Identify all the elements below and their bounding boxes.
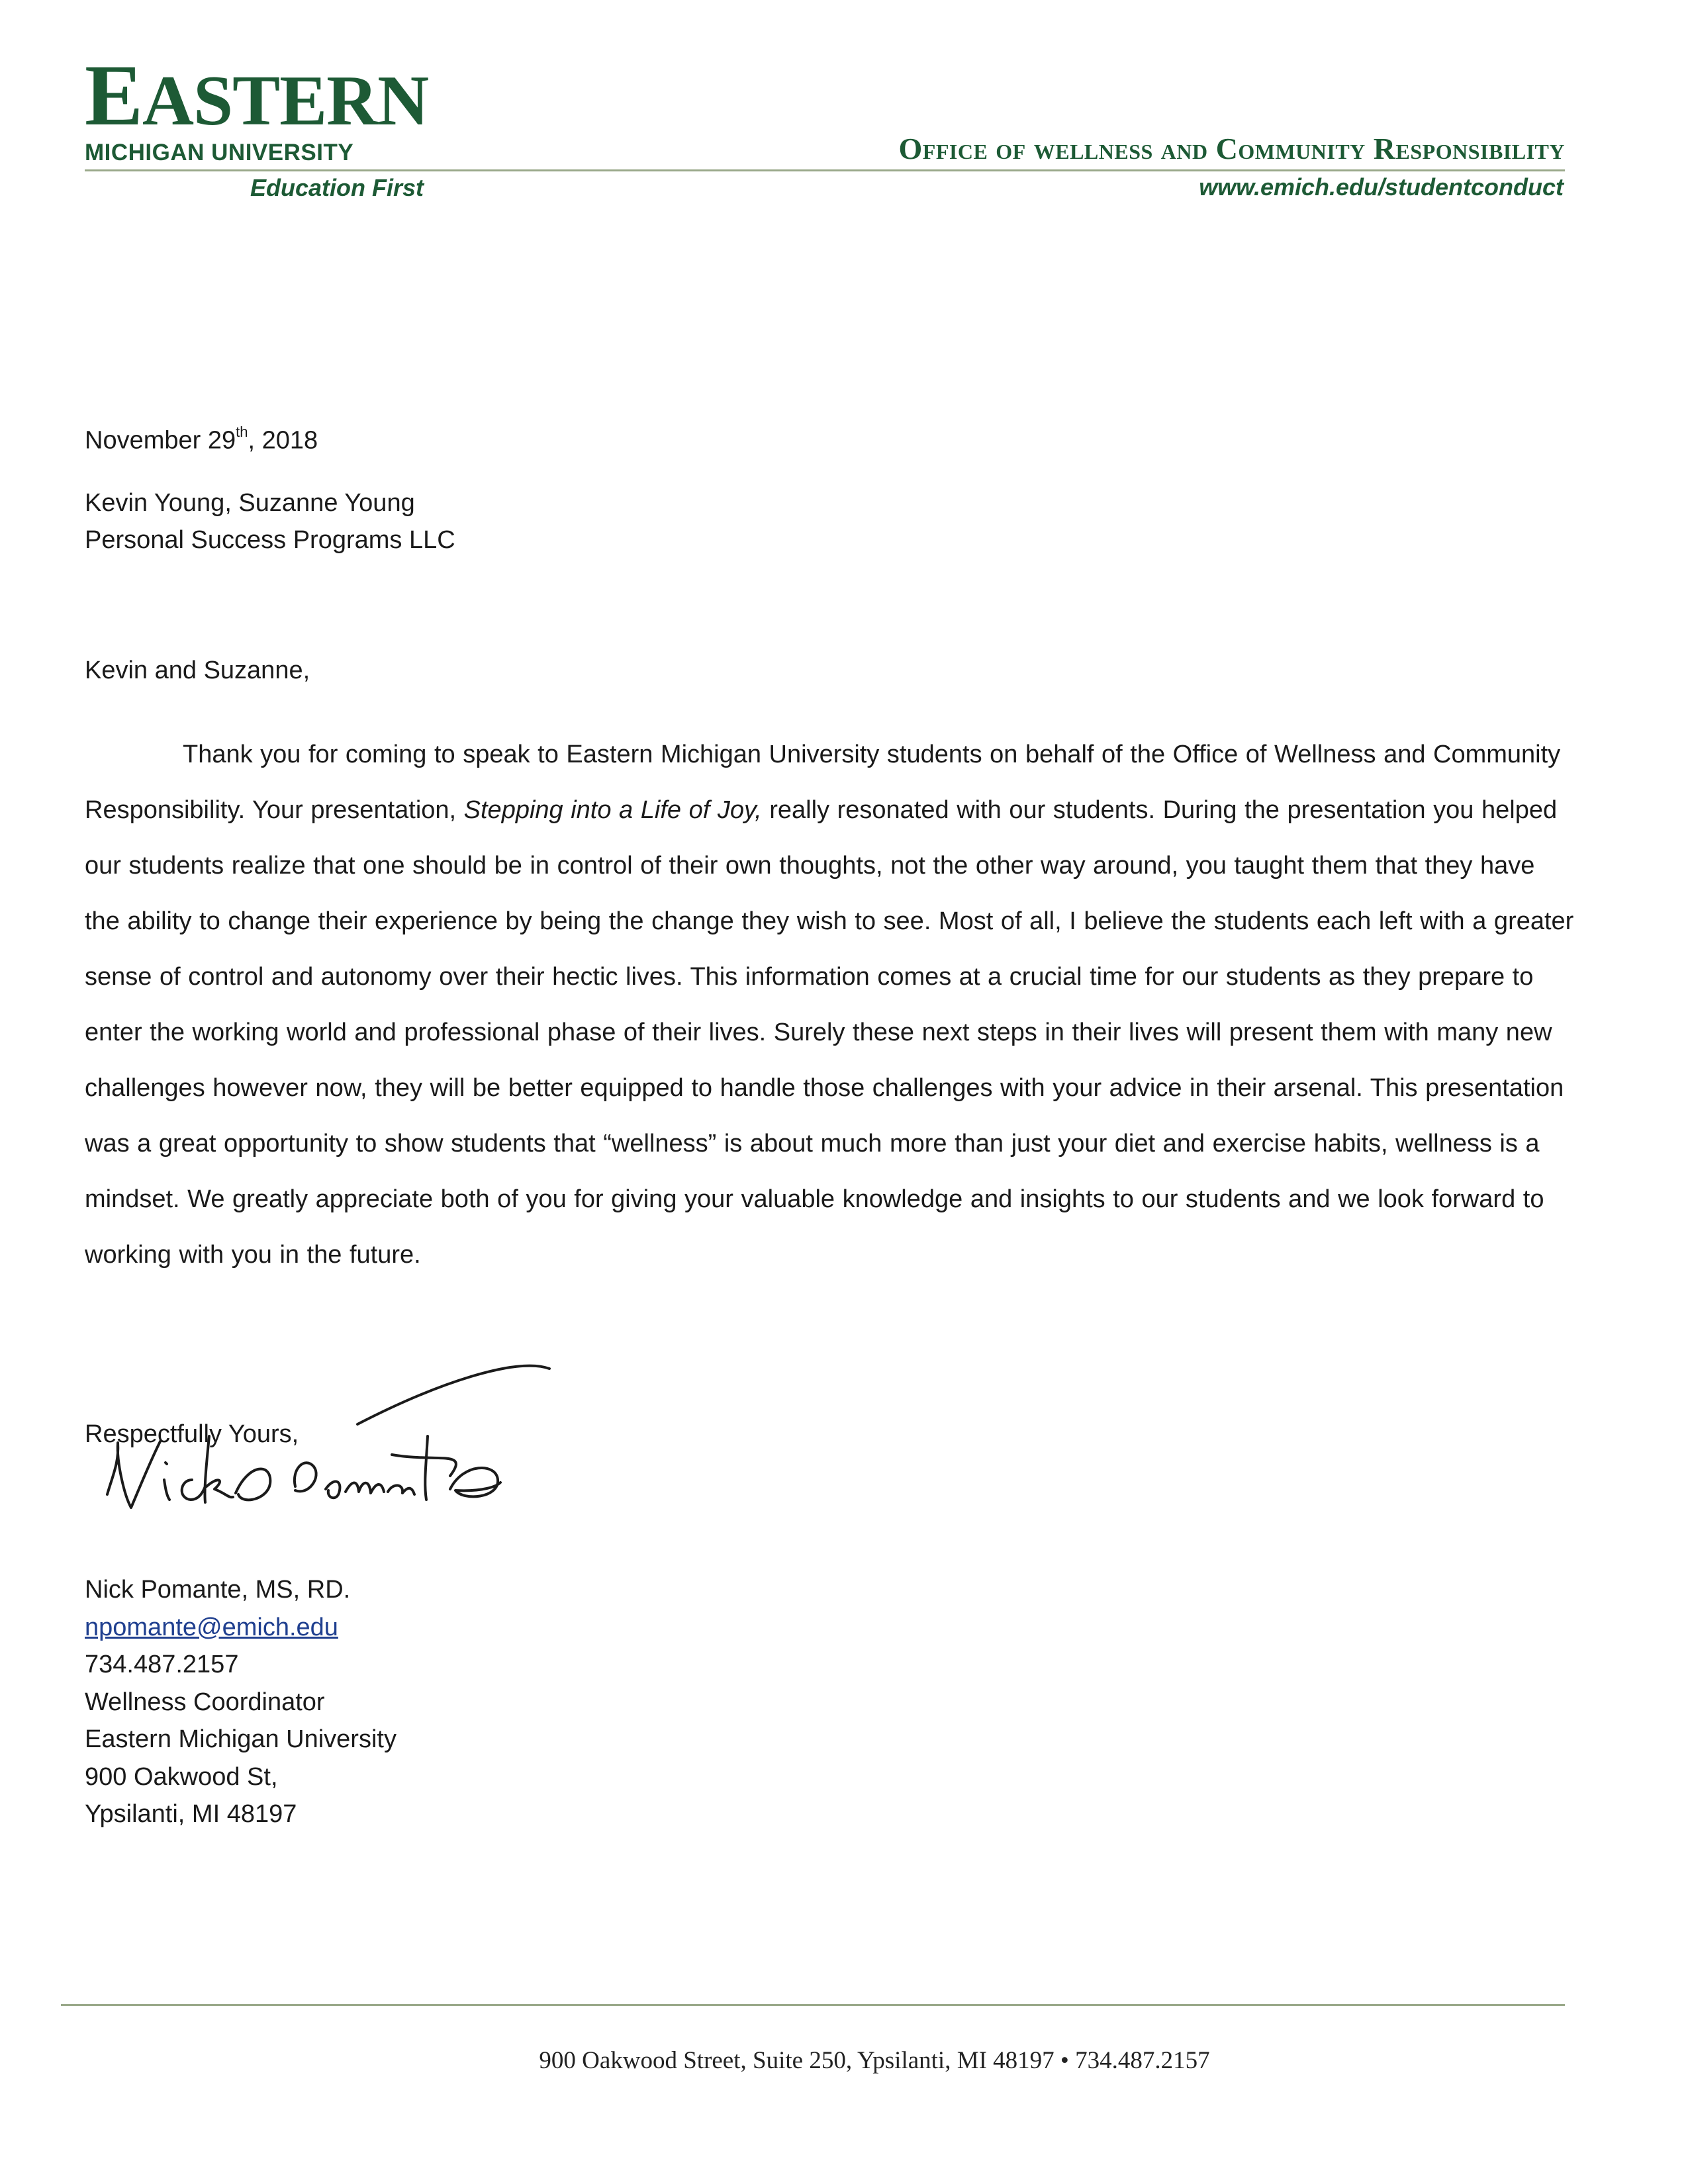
university-logo [85,46,429,202]
date-year: , 2018 [248,426,318,455]
logo-wordmark-rest: ASTERN [142,62,429,140]
recipient-names: Kevin Young, Suzanne Young [85,489,415,517]
signer-email-link[interactable]: npomante@emich.edu [85,1613,338,1641]
signer-street: 900 Oakwood St, [85,1762,278,1791]
footer-divider [61,2004,1565,2006]
signer-organization: Eastern Michigan University [85,1725,397,1753]
presentation-title: Stepping into a Life of Joy, [463,796,762,824]
signer-title: Wellness Coordinator [85,1688,325,1716]
body-paragraph [85,727,1574,1283]
letter-date [85,426,318,455]
logo-wordmark-initial: E [85,46,143,144]
signer-phone: 734.487.2157 [85,1651,239,1678]
logo-wordmark [85,46,429,144]
date-month-day: November 29 [85,426,236,455]
salutation: Kevin and Suzanne, [85,657,310,684]
recipient-block [85,484,455,559]
body-text-part1: Thank you for coming to speak to Eastern Michigan University students on behalf of the Office of Wellness and Community Responsibility. Your presentation, [85,741,1561,824]
body-text-part2: really resonated with our students. During the presentation you helped our students realize that one should be in control of their own thoughts, not the other way around, you taught them that they have the ability to change their experience by being the change they wish to see. Most of all, I believe the students each left with a greater sense of control and autonomy over their hectic lives. This information comes at a crucial time for our students as they prepare to enter the working world and professional phase of their lives. Surely these next steps in their lives will present them with many new challenges however now, they will be better equipped to handle those challenges with your advice in their arsenal. This presentation was a great opportunity to show students that “wellness” is about much more than just your diet and exercise habits, wellness is a mindset. We greatly appreciate both of you for giving your valuable knowledge and insights to our students and we look forward to working with you in the future. [85,796,1574,1269]
office-name: Office of wellness and Community Responsibility [898,132,1565,165]
closing: Respectfully Yours, [85,1420,299,1448]
header-divider [85,169,1565,171]
office-url[interactable]: www.emich.edu/studentconduct [1199,173,1564,201]
footer-address [0,2046,1688,2075]
handwritten-signature [93,1363,596,1549]
signer-name: Nick Pomante, MS, RD. [85,1576,351,1604]
recipient-company: Personal Success Programs LLC [85,526,455,554]
footer-address-text: 900 Oakwood Street, Suite 250, Ypsilanti, MI 48197 • 734.487.2157 [539,2047,1210,2074]
signer-city: Ypsilanti, MI 48197 [85,1800,297,1828]
signature-block [85,1571,397,1833]
logo-tagline: Education First [250,174,424,201]
date-ordinal: th [236,424,248,440]
logo-subtitle: MICHIGAN UNIVERSITY [85,140,354,165]
